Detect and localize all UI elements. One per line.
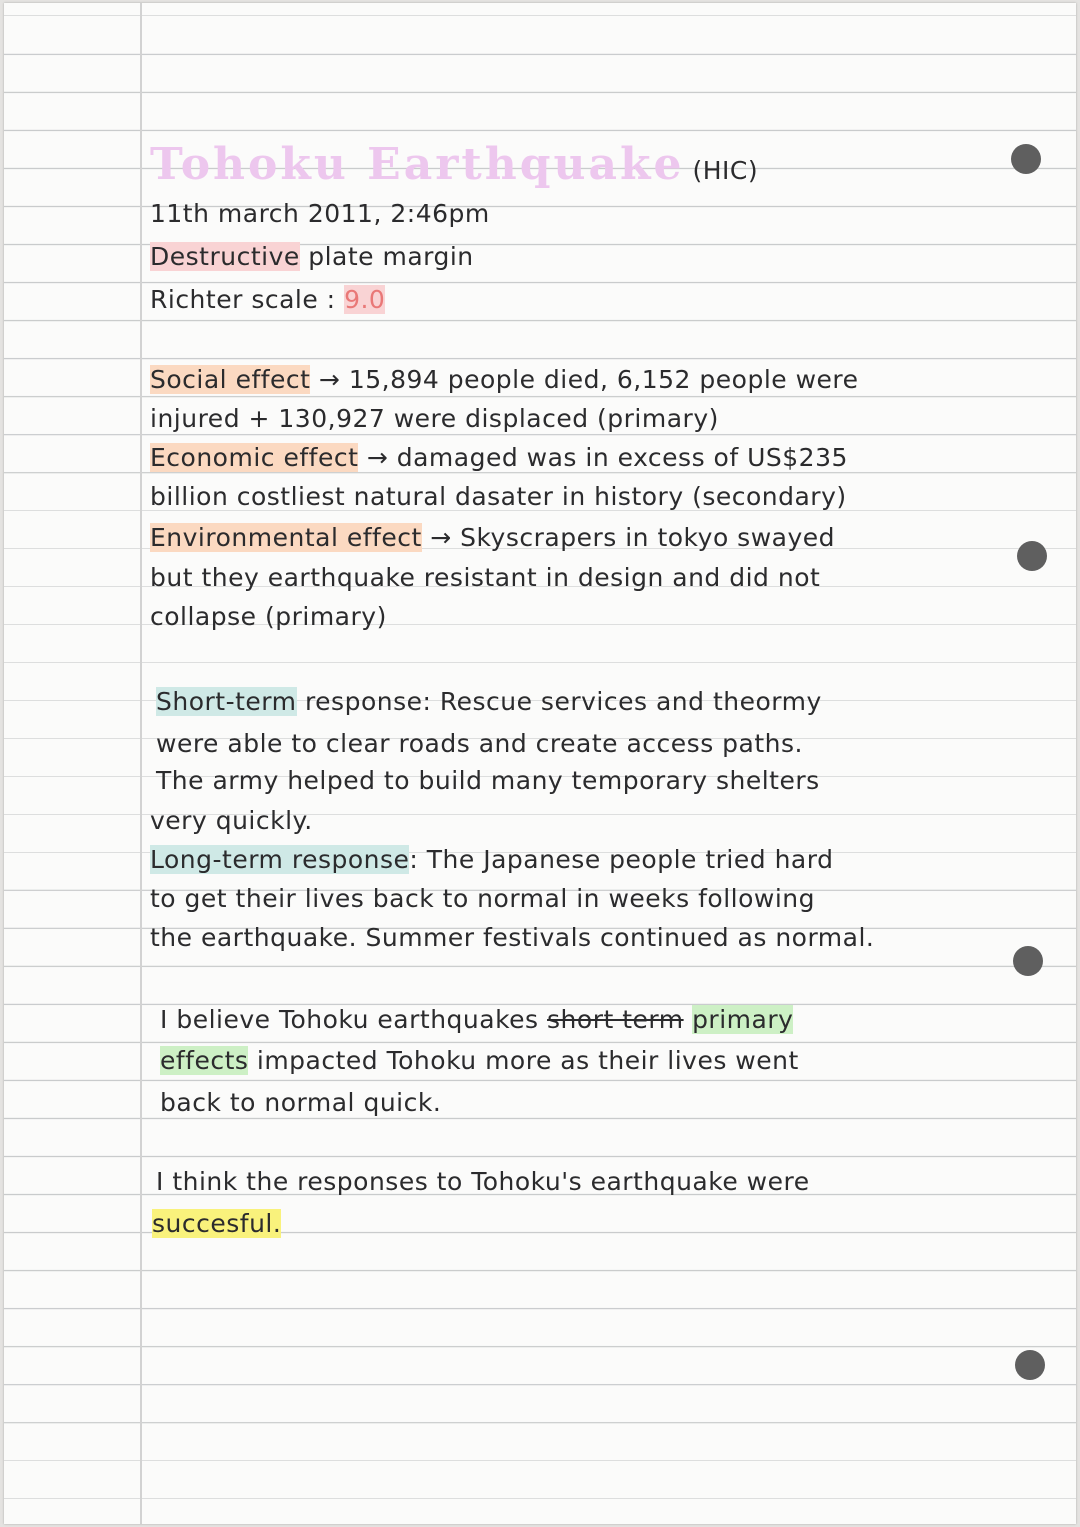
punch-hole [1013, 946, 1043, 976]
short-term-line-4: very quickly. [150, 806, 313, 835]
opinion-2-line: I think the responses to Tohoku's earthquake were [156, 1167, 810, 1196]
effects-highlight: effects [160, 1046, 249, 1075]
opinion-1-line: I believe Tohoku earthquakes short term primary [160, 1005, 794, 1034]
long-term-line: Long-term response: The Japanese people tried hard [150, 845, 834, 874]
plate-margin-line: Destructive plate margin [150, 242, 474, 271]
environmental-line-2: but they earthquake resistant in design and did not [150, 563, 821, 592]
punch-hole [1015, 1350, 1045, 1380]
title-line [150, 139, 758, 190]
economic-line: Economic effect → damaged was in excess of US$235 [150, 443, 848, 472]
margin-line [140, 3, 142, 1524]
opinion-2-line-2 [152, 1209, 281, 1238]
opinion-1-line-2: effects impacted Tohoku more as their lives went [160, 1046, 799, 1075]
short-term-label: Short-term [156, 687, 297, 716]
short-term-line-2: were able to clear roads and create access paths. [156, 729, 803, 758]
opinion-1-line-3: back to normal quick. [160, 1088, 442, 1117]
environmental-label: Environmental effect [150, 523, 422, 552]
title-note: (HIC) [692, 156, 759, 185]
long-term-label: Long-term response [150, 845, 410, 874]
short-term-line-3: The army helped to build many temporary shelters [156, 766, 820, 795]
date-line: 11th march 2011, 2:46pm [150, 199, 490, 228]
environmental-line-3: collapse (primary) [150, 602, 387, 631]
social-label: Social effect [150, 365, 311, 394]
crossed-out-text: short term [547, 1005, 684, 1034]
page-title: Tohoku Earthquake [150, 139, 685, 190]
punch-hole [1017, 541, 1047, 571]
richter-value: 9.0 [344, 285, 386, 314]
primary-highlight: primary [692, 1005, 794, 1034]
social-line-2: injured + 130,927 were displaced (primary) [150, 404, 719, 433]
long-term-line-2: to get their lives back to normal in weeks following [150, 884, 816, 913]
environmental-line: Environmental effect → Skyscrapers in tokyo swayed [150, 523, 836, 552]
punch-hole [1011, 144, 1041, 174]
social-line: Social effect → 15,894 people died, 6,152 people were [150, 365, 859, 394]
successful-highlight: succesful. [152, 1209, 282, 1238]
destructive-highlight: Destructive [150, 242, 300, 271]
short-term-line: Short-term response: Rescue services and theormy [156, 687, 822, 716]
richter-line: Richter scale : 9.0 [150, 285, 386, 314]
economic-line-2: billion costliest natural dasater in history (secondary) [150, 482, 847, 511]
notebook-page [4, 3, 1076, 1524]
economic-label: Economic effect [150, 443, 359, 472]
long-term-line-3: the earthquake. Summer festivals continued as normal. [150, 923, 875, 952]
